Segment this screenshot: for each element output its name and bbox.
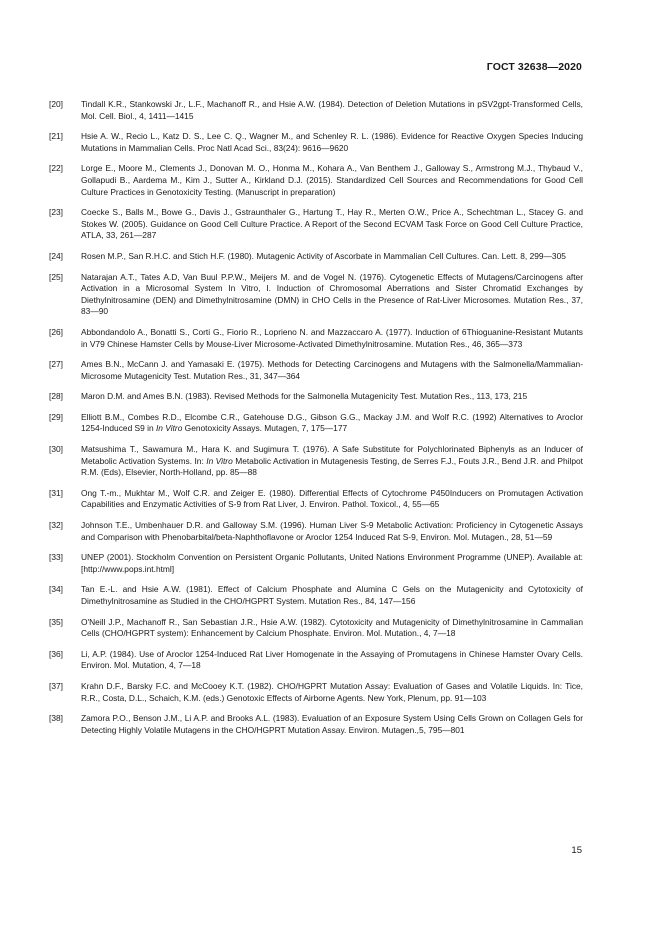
reference-item xyxy=(49,552,583,575)
reference-number: [23] xyxy=(49,207,63,218)
reference-text xyxy=(81,412,583,435)
reference-item xyxy=(49,488,583,511)
reference-text: Tan E.-L. and Hsie A.W. (1981). Effect of Calcium Phosphate and Alumina C Gels on the Mutagenicity and Cytotoxicity of Dimethylnitrosamine as Studied in the CHO/HGPRT System. Mutation Res., 84, 147—156 xyxy=(81,584,583,606)
reference-number: [20] xyxy=(49,99,63,109)
reference-text: Lorge E., Moore M., Clements J., Donovan M. O., Honma M., Kohara A., Van Benthem J., Galloway S., Armstrong M.J., Thybaud V., Gollapudi B., Aardema M., Kim J., Sutter A., Kirkland D.J. (2015). Standardized Cell Sources and Recommendations for Good Cell Culture Practices in Genotoxicity Testing. (Manuscript in preparation) xyxy=(81,163,583,197)
reference-number: [28] xyxy=(49,391,63,402)
reference-text: Natarajan A.T., Tates A.D, Van Buul P.P.W., Meijers M. and de Vogel N. (1976). Cytogenetic Effects of Mutagens/Carcinogens after Activation in a Microsomal System In Vitro, I. Induction of Chromosomal Aberrations and Sister Chromatid Exchanges by Diethylnitrosamine (DEN) and Dimethylnitrosamine (DMN) in CHO Cells in the Presence of Rat-Liver Microsomes. Mutation Res., 37, 83—90 xyxy=(81,271,583,317)
reference-item xyxy=(49,391,583,403)
reference-number: [27] xyxy=(49,359,63,370)
reference-item xyxy=(49,444,583,479)
reference-text: Rosen M.P., San R.H.C. and Stich H.F. (1980). Mutagenic Activity of Ascorbate in Mammalian Cell Cultures. Can. Lett. 8, 299—305 xyxy=(81,250,566,261)
reference-text: Krahn D.F., Barsky F.C. and McCooey K.T. (1982). CHO/HGPRT Mutation Assay: Evaluation of Gases and Volatile Liquids. In: Tice, R.R., Costa, D.L., Schaich, K.M. (eds.) Genotoxic Effects of Airborne Agents. New York, Plenum, pp. 91—103 xyxy=(81,680,583,703)
reference-item xyxy=(49,681,583,704)
reference-number: [22] xyxy=(49,163,63,174)
reference-text: Coecke S., Balls M., Bowe G., Davis J., Gstraunthaler G., Hartung T., Hay R., Merten O.W., Price A., Schechtman L., Stacey G. and Stokes W. (2005). Guidance on Good Cell Culture Practice. A Report of the Second ECVAM Task Force on Good Cell Culture Practice, ATLA, 33, 261—287 xyxy=(81,207,583,241)
reference-item xyxy=(49,131,583,154)
page-number: 15 xyxy=(571,845,582,856)
reference-item xyxy=(49,163,583,198)
reference-number: [32] xyxy=(49,520,63,531)
reference-item xyxy=(49,359,583,382)
reference-number: [29] xyxy=(49,411,63,422)
reference-item xyxy=(49,251,583,263)
standard-code: ГОСТ 32638—2020 xyxy=(486,61,582,73)
reference-list xyxy=(49,99,583,736)
reference-number: [24] xyxy=(49,250,63,261)
reference-number: [33] xyxy=(49,552,63,563)
reference-item xyxy=(49,327,583,350)
reference-text-part: Elliott B.M., Combes R.D., Elcombe C.R., Gatehouse D.G., Gibson G.G., Mackay J.M. and Wolf R.C. (1992) Alternatives to Aroclor 1254-Induced S9 in xyxy=(81,411,583,434)
reference-number: [25] xyxy=(49,271,63,282)
reference-text: UNEP (2001). Stockholm Convention on Persistent Organic Pollutants, United Nations Environment Programme (UNEP). Available at: [http://www.pops.int.html] xyxy=(81,552,583,574)
reference-text-part: Matsushima T., Sawamura M., Hara K. and Sugimura T. (1976). A Safe Substitute for Polychlorinated Biphenyls as an Inducer of Metabolic Activation Systems. In: xyxy=(81,444,583,466)
reference-number: [26] xyxy=(49,326,63,337)
reference-number: [36] xyxy=(49,648,63,659)
reference-number: [31] xyxy=(49,487,63,498)
reference-text: Hsie A. W., Recio L., Katz D. S., Lee C. Q., Wagner M., and Schenley R. L. (1986). Evidence for Reactive Oxygen Species Inducing Mutations in Mammalian Cells. Proc Natl Acad Sci., 83(24): 9616—9620 xyxy=(81,131,583,153)
reference-item xyxy=(49,272,583,318)
reference-text-part: Genotoxicity Assays. Mutagen, 7, 175—177 xyxy=(182,423,348,434)
reference-number: [21] xyxy=(49,131,63,142)
reference-text: Maron D.M. and Ames B.N. (1983). Revised Methods for the Salmonella Mutagenicity Test. Mutation Res., 113, 173, 215 xyxy=(81,391,528,402)
reference-text: O'Neill J.P., Machanoff R., San Sebastian J.R., Hsie A.W. (1982). Cytotoxicity and Mutagenicity of Dimethylnitrosamine in Cammalian Cells (CHO/HGPRT system): Enhancement by Calcium Phosphate. Environ. Mol. Mutation., 4, 7—18 xyxy=(81,616,583,639)
reference-item xyxy=(49,584,583,607)
reference-text: Abbondandolo A., Bonatti S., Corti G., Fiorio R., Loprieno N. and Mazzaccaro A. (1977). Induction of 6Thioguanine-Resistant Mutants in V79 Chinese Hamster Cells by Mouse-Liver Microsome-Activated Dimethylnitrosamine. Mutation Res., 46, 365—373 xyxy=(81,326,583,349)
reference-number: [30] xyxy=(49,444,63,455)
reference-item xyxy=(49,520,583,543)
reference-text: Ames B.N., McCann J. and Yamasaki E. (1975). Methods for Detecting Carcinogens and Mutagens with the Salmonella/Mammalian-Microsome Mutagenicity Test. Mutation Res., 31, 347—364 xyxy=(81,359,583,381)
reference-text: Zamora P.O., Benson J.M., Li A.P. and Brooks A.L. (1983). Evaluation of an Exposure System Using Cells Grown on Collagen Gels for Detecting Highly Volatile Mutagens in the CHO/HGPRT Mutation Assay. Environ. Mutagen.,5, 795—801 xyxy=(81,713,583,735)
reference-text: Li, A.P. (1984). Use of Aroclor 1254-Induced Rat Liver Homogenate in the Assaying of Promutagens in Chinese Hamster Ovary Cells. Environ. Mol. Mutation, 4, 7—18 xyxy=(81,648,583,671)
reference-number: [35] xyxy=(49,616,63,627)
reference-number: [34] xyxy=(49,584,63,595)
reference-item xyxy=(49,713,583,736)
reference-text-italic: In Vitro xyxy=(155,423,183,434)
reference-number: [37] xyxy=(49,680,63,691)
reference-text xyxy=(81,444,583,479)
reference-text-part: Metabolic Activation in Mutagenesis Testing, de Serres F.J., Fouts J.R., Bend J.R. and Philpot R.M. (Eds), Elsevier, North-Holland, pp. 85—88 xyxy=(81,455,583,478)
reference-text: Johnson T.E., Umbenhauer D.R. and Galloway S.M. (1996). Human Liver S-9 Metabolic Activation: Proficiency in Cytogenetic Assays and Comparison with Phenobarbital/beta-Naphthoflavone or Aroclor 1254 Induced Rat S-9, Environ. Mol. Mutagen., 28, 51—59 xyxy=(81,520,583,542)
reference-item xyxy=(49,617,583,640)
reference-item xyxy=(49,412,583,435)
reference-text: Tindall K.R., Stankowski Jr., L.F., Machanoff R., and Hsie A.W. (1984). Detection of Deletion Mutations in pSV2gpt-Transformed Cells, Mol. Cell. Biol., 4, 1411—1415 xyxy=(81,99,583,121)
reference-item xyxy=(49,649,583,672)
reference-item xyxy=(49,99,583,122)
reference-text: Ong T.-m., Mukhtar M., Wolf C.R. and Zeiger E. (1980). Differential Effects of Cytochrome P450Inducers on Promutagen Activation Capabilities and Enzymatic Activities of S-9 from Rat Liver, J. Environ. Pathol. Toxicol., 4, 55—65 xyxy=(81,487,583,510)
reference-number: [38] xyxy=(49,713,63,724)
reference-item xyxy=(49,207,583,242)
reference-text-italic: In Vitro xyxy=(206,455,233,466)
